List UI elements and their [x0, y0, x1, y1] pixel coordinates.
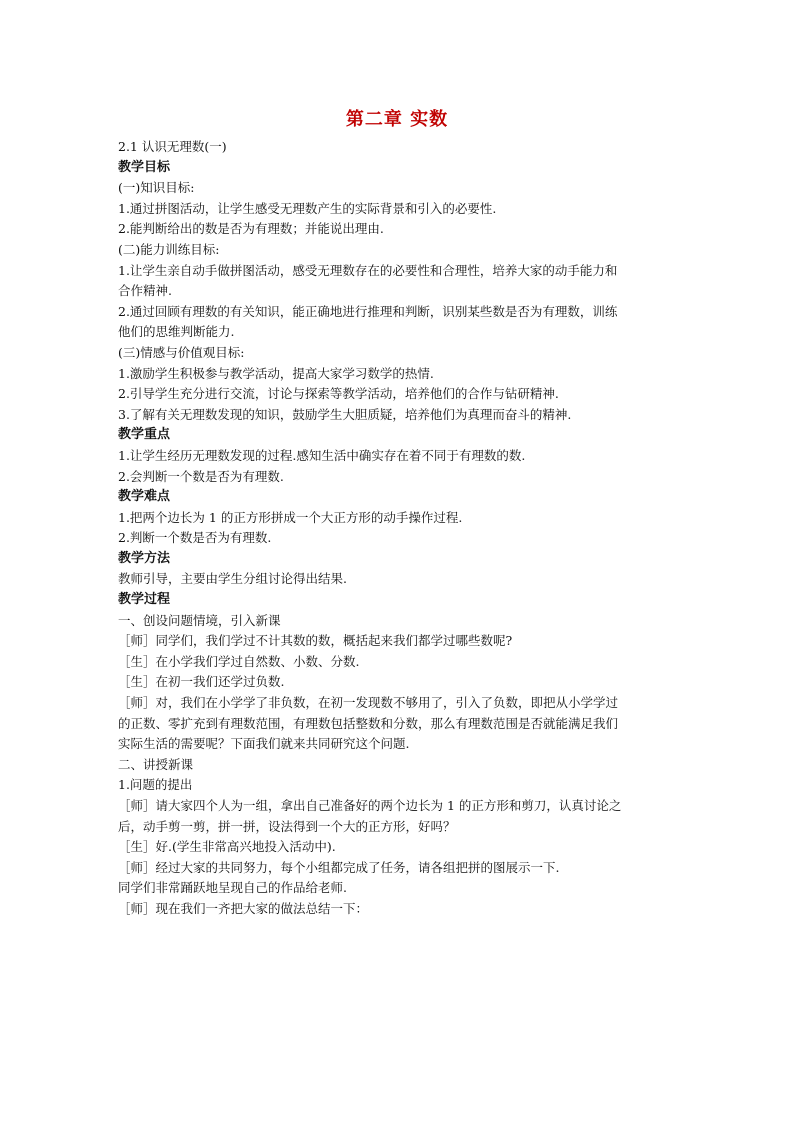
text-line: ［师］请大家四个人为一组，拿出自己准备好的两个边长为 1 的正方形和剪刀，认真讨论之 — [118, 798, 622, 813]
section-heading: 教学目标 — [118, 159, 171, 175]
text-line: 1.通过拼图活动，让学生感受无理数产生的实际背景和引入的必要性. — [118, 200, 497, 216]
text-line: 2.能判断给出的数是否为有理数；并能说出理由. — [118, 221, 384, 237]
text-line: 1.把两个边长为 1 的正方形拼成一个大正方形的动手操作过程. — [118, 509, 463, 525]
text-line: 实际生活的需要呢？下面我们就来共同研究这个问题. — [118, 736, 410, 752]
text-line: ［生］在小学我们学过自然数、小数、分数. — [118, 653, 360, 669]
text-line: (二)能力训练目标: — [118, 241, 220, 257]
section-heading: 教学方法 — [118, 550, 171, 566]
text-line: 2.通过回顾有理数的有关知识，能正确地进行推理和判断，识别某些数是否为有理数，训练 — [118, 303, 618, 319]
text-line: (三)情感与价值观目标: — [118, 344, 245, 360]
chapter-title: 第二章 实数 — [345, 109, 449, 130]
text-line: 2.判断一个数是否为有理数. — [118, 530, 272, 546]
section-heading: 教学重点 — [118, 427, 171, 443]
text-line: (一)知识目标: — [118, 180, 195, 196]
section-heading: 教学过程 — [118, 592, 171, 608]
text-line: 1.问题的提出 — [118, 777, 193, 793]
text-line: 后，动手剪一剪，拼一拼，设法得到一个大的正方形，好吗？ — [118, 818, 456, 834]
text-line: 同学们非常踊跃地呈现自己的作品给老师. — [118, 880, 347, 896]
text-line: ［师］现在我们一齐把大家的做法总结一下： — [118, 900, 369, 916]
text-line: 二、讲授新课 — [118, 756, 194, 772]
text-line: 1.激励学生积极参与教学活动，提高大家学习数学的热情. — [118, 365, 434, 381]
text-line: 1.让学生经历无理数发现的过程.感知生活中确实存在着不同于有理数的数. — [118, 447, 526, 463]
text-line: 2.会判断一个数是否为有理数. — [118, 468, 284, 484]
text-line: 1.让学生亲自动手做拼图活动，感受无理数存在的必要性和合理性，培养大家的动手能力和 — [118, 262, 618, 278]
text-line: 3.了解有关无理数发现的知识，鼓励学生大胆质疑，培养他们为真理而奋斗的精神. — [118, 406, 572, 422]
text-line: 合作精神. — [118, 283, 172, 299]
text-line: 的正数、零扩充到有理数范围，有理数包括整数和分数，那么有理数范围是否就能满足我们 — [118, 715, 619, 731]
text-line: 2.引导学生充分进行交流，讨论与探索等教学活动，培养他们的合作与钻研精神. — [118, 386, 559, 402]
text-line: ［生］在初一我们还学过负数. — [118, 674, 285, 690]
text-line: 2.1 认识无理数(一) — [118, 139, 227, 154]
text-line: ［师］同学们，我们学过不计其数的数，概括起来我们都学过哪些数呢? — [118, 633, 513, 649]
text-line: 一、创设问题情境，引入新课 — [118, 612, 281, 628]
text-line: 他们的思维判断能力. — [118, 324, 235, 340]
text-line: 教师引导，主要由学生分组讨论得出结果. — [118, 571, 347, 587]
text-line: ［生］好.(学生非常高兴地投入活动中). — [118, 839, 336, 855]
text-line: ［师］经过大家的共同努力，每个小组都完成了任务，请各组把拼的图展示一下. — [118, 859, 560, 875]
text-line: ［师］对，我们在小学学了非负数，在初一发现数不够用了，引入了负数，即把从小学学过 — [118, 695, 619, 711]
section-heading: 教学难点 — [118, 489, 171, 505]
document-body — [118, 137, 678, 920]
